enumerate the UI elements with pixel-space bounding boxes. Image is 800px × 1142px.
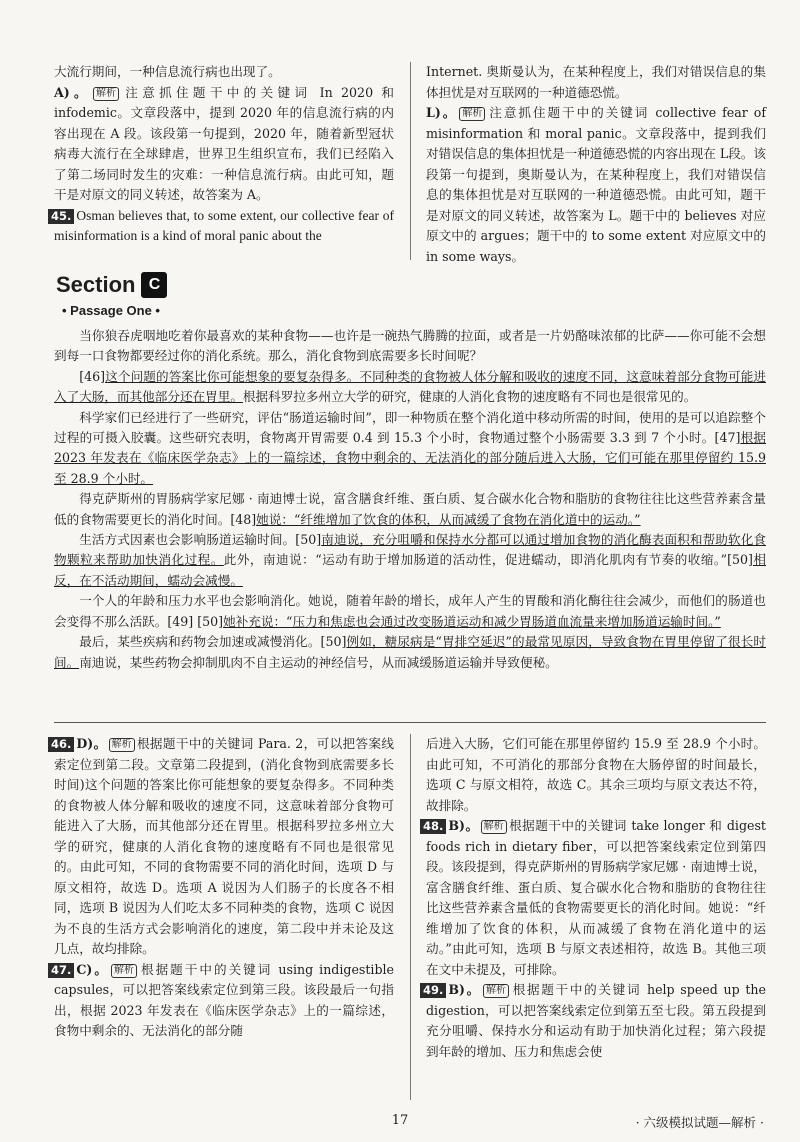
analysis-tag: 解析 xyxy=(481,820,507,834)
paragraph-text: 得克萨斯州的胃肠病学家尼娜 · 南迪博士说，富含膳食纤维、蛋白质、复合碳水化合物和脂肪的食物往往比这些营养素含量低的食物需要更长的消化时间。 xyxy=(54,491,766,527)
analysis-text: 注意抓住题干中的关键词 In 2020 和 infodemic。文章段落中，提到 2020 年的信息流行病的内容出现在 A 段。该段第一句提到，2020 年，随着新型冠状病毒大流行在全球肆虐，世界卫生组织宣布，我们已经陷入了第二场同时发生的灾难：一种信息流行病。由此可知，题干是对原文的同义转述，故答案为 A。 xyxy=(54,84,394,202)
passage-paragraph-1: 当你狼吞虎咽地吃着你最喜欢的某种食物——也许是一碗热气腾腾的拉面，或者是一片奶酪味浓郁的比萨——你可能不会想到每一口食物都要经过你的消化系统。那么，消化食物到底需要多长时间呢？ xyxy=(54,328,767,364)
answer-option: A)。 xyxy=(54,84,91,100)
answer-46 xyxy=(51,734,395,960)
analysis-text: 根据题干中的关键词 help speed up the digestion，可以把答案线索定位到第五至七段。第五段提到充分咀嚼、保持水分和运动有助于加快消化过程；第六段提到年龄的增加、压力和焦虑会使 xyxy=(426,982,766,1059)
analysis-tag: 解析 xyxy=(93,87,119,101)
paragraph-text: 南迪说，某些药物会抑制肌肉不自主运动的神经信号，从而减缓肠道运输并导致便秘。 xyxy=(79,654,558,670)
answers-right-column xyxy=(423,734,766,1062)
passage-paragraph-6 xyxy=(54,591,766,632)
analysis-tag: 解析 xyxy=(459,107,485,121)
underlined-text: 她补充说：“压力和焦虑也会通过改变肠道运动和减少胃肠道血流量来增加肠道运输时间。” xyxy=(223,613,721,629)
analysis-text: 根据题干中的关键词 using indigestible capsules，可以把答案线索定位到第三段。该段最后一句指出，根据 2023 年发表在《临床医学杂志》上的一篇综述，食物中剩余的、无法消化的部分随 xyxy=(54,961,394,1038)
continued-text: 大流行期间，一种信息流行病也出现了。 xyxy=(54,64,281,79)
answer-47-continued: 后进入大肠，它们可能在那里停留约 15.9 至 28.9 个小时。由此可知，不可消化的那部分食物在大肠停留的时间最长，选项 C 与原文相符，故选 C。其余三项均与原文表达不符，故排除。 xyxy=(426,736,766,813)
marker: [50] xyxy=(727,552,753,568)
underlined-text: 南迪说，充分咀嚼和保持水分都可以通过增加食物的消化酶表面积和帮助软化食物颗粒来帮助加快消化过程。 xyxy=(54,532,767,568)
top-left-column xyxy=(51,62,394,267)
analysis-text: 注意抓住题干中的关键词 collective fear of misinformation 和 moral panic。文章段落中，提到我们对错误信息的集体担忧是一种道德恐慌的内容出现在 L段。该段第一句提到，奥斯曼认为，在某种程度上，我们对错误信息的集体担忧是对互联网的一种道德恐慌。由此可知，题干是对原文的同义转述，故答案为 L。题干中的 believes 对应原文中的 argues；题干中的 to some extent 对应原文中的 in some ways。 xyxy=(426,105,766,264)
passage-title: • Passage One • xyxy=(62,303,160,318)
underlined-text: 她说：“纤维增加了饮食的体积，从而减缓了食物在消化道中的运动。” xyxy=(256,511,641,527)
running-footer: · 六级模拟试题—解析 · xyxy=(635,1115,764,1130)
passage-paragraph-3 xyxy=(54,408,766,490)
question-text: Osman believes that, to some extent, our collective fear of misinformation is a kind of moral panic about the xyxy=(54,207,394,243)
section-heading xyxy=(56,272,167,298)
passage-paragraph-5 xyxy=(54,530,766,591)
question-45 xyxy=(51,206,394,247)
question-number: 48. xyxy=(420,819,446,834)
marker: [46] xyxy=(79,368,106,384)
page-number: 17 xyxy=(391,1113,409,1128)
paragraph-text: 生活方式因素也会影响肠道运输时间。 xyxy=(79,532,296,548)
answer-option: B)。 xyxy=(448,818,479,833)
paragraph-text: 科学家们已经进行了一些研究，评估“肠道运输时间”，即一种物质在整个消化道中移动所需的时间，使用的是可以追踪整个过程的可摄入胶囊。这些研究表明，食物离开胃需要 0.4 到 15.3 个小时，食物通过整个小肠需要 3.3 到 7 个小时。 xyxy=(54,409,766,446)
answer-45 xyxy=(426,103,766,267)
answer-44 xyxy=(54,83,394,206)
question-number: 49. xyxy=(420,983,446,998)
passage-paragraph-2 xyxy=(54,367,766,408)
marker: [48] xyxy=(230,511,257,527)
column-divider xyxy=(410,62,411,260)
question-45-continued: Internet. 奥斯曼认为，在某种程度上，我们对错误信息的集体担忧是对互联网的一种道德恐慌。 xyxy=(426,64,766,100)
paragraph-text: 此外，南迪说：“运动有助于增加肠道的活动性，促进蠕动，即消化肌肉有节奏的收缩。” xyxy=(223,552,728,568)
paragraph-text: 最后，某些疾病和药物会加速或减慢消化。 xyxy=(79,634,321,650)
marker: [50] xyxy=(295,532,322,548)
section-letter-icon: C xyxy=(141,272,167,298)
column-divider xyxy=(410,734,411,1100)
question-number: 46. xyxy=(48,737,74,752)
paragraph-text: 根据科罗拉多州立大学的研究，健康的人消化食物的速度略有不同也是很常见的。 xyxy=(242,389,697,405)
section-divider xyxy=(54,722,766,723)
passage-translation xyxy=(54,326,766,673)
answer-48 xyxy=(423,816,766,980)
analysis-text: 根据题干中的关键词 take longer 和 digest foods rich in dietary fiber，可以把答案线索定位到第四段。该段提到，得克萨斯州的胃肠病学家尼娜 · 南迪博士说，富含膳食纤维、蛋白质、复合碳水化合物和脂肪的食物往往比这些营养素含量低的食物需要更长的消化时间。她说：“纤维增加了饮食的体积，从而减缓了食物在消化道中的运动。”由此可知，选项 B 与原文表述相符，故选 B。其他三项在文中未提及，可排除。 xyxy=(426,818,766,977)
section-word: Section xyxy=(56,272,136,297)
marker: [50] xyxy=(320,634,347,650)
underlined-text: 例如，糖尿病是“胃排空延迟”的最常见原因，导致食物在胃里停留了很长时间。 xyxy=(54,634,766,670)
question-number: 47. xyxy=(48,963,74,978)
answer-49 xyxy=(423,980,766,1062)
top-right-column xyxy=(426,62,766,267)
marker: [47] xyxy=(714,430,741,446)
question-number: 45. xyxy=(48,209,74,224)
answer-option: B)。 xyxy=(448,982,481,997)
analysis-tag: 解析 xyxy=(109,738,135,752)
passage-paragraph-7 xyxy=(54,632,766,673)
answer-47 xyxy=(51,960,394,1042)
answer-option: D)。 xyxy=(76,736,107,751)
answer-option: L)。 xyxy=(426,105,458,120)
answer-option: C)。 xyxy=(76,961,109,977)
underlined-text: 这个问题的答案比你可能想象的要复杂得多。不同种类的食物被人体分解和吸收的速度不同，这意味着部分食物可能进入了大肠，而其他部分还在胃里。 xyxy=(54,368,766,405)
analysis-text: 根据题干中的关键词 Para. 2，可以把答案线索定位到第二段。文章第二段提到，(消化食物到底需要多长时间)这个问题的答案比你可能想象的要复杂得多。不同种类的食物被人体分解和吸收的速度不同，这意味着部分食物可能进入了大肠，而其他部分还在胃里。根据科罗拉多州立大学的研究，健康的人消化食物的速度略有不同也是很常见的。由此可知，不同的食物需要不同的消化时间，选项 D 与原文相符，故选 D。选项 A 说因为人们肠子的长度各不相同，选项 B 说因为人们吃太多不同种类的食物，选项 C 说因为不良的生活方式会影响消化的速度，第二段中并未论及这几点，故均排除。 xyxy=(54,736,395,956)
underlined-text: 相反，在不活动期间，蠕动会减慢。 xyxy=(54,552,767,588)
analysis-tag: 解析 xyxy=(111,964,137,978)
passage-paragraph-4 xyxy=(54,489,766,530)
analysis-tag: 解析 xyxy=(483,984,509,998)
answers-left-column xyxy=(51,734,395,1062)
underlined-text: 根据 2023 年发表在《临床医学杂志》上的一篇综述，食物中剩余的、无法消化的部分随后进入大肠，它们可能在那里停留约 15.9 至 28.9 个小时。 xyxy=(54,430,767,486)
paragraph-text: 一个人的年龄和压力水平也会影响消化。她说，随着年龄的增长，成年人产生的胃酸和消化酶往往会减少，而他们的肠道也会变得不那么活跃。 xyxy=(54,593,766,629)
marker: [49] [50] xyxy=(167,613,224,629)
